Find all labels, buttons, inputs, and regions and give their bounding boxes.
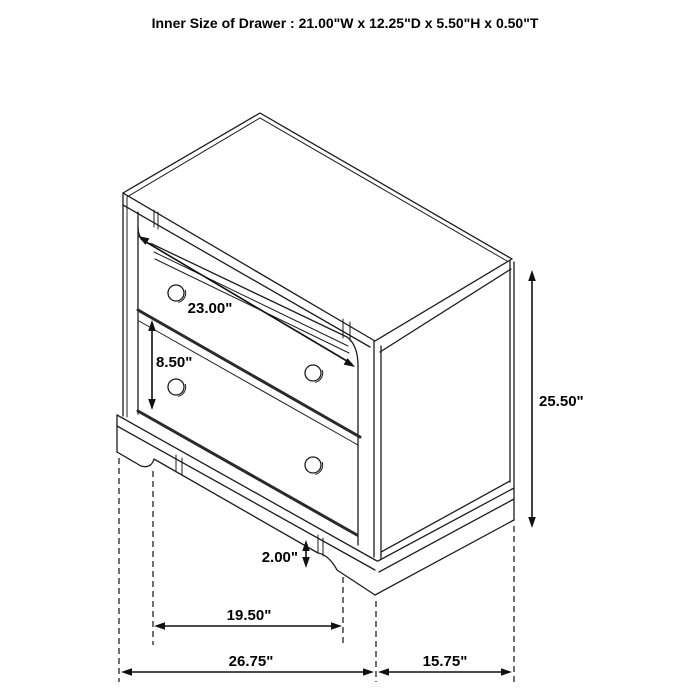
dim-label-overall-depth: 15.75" (422, 653, 468, 670)
knob-top-left (168, 285, 184, 301)
dimension-foot-span (154, 607, 342, 630)
dimension-overall-width (121, 653, 374, 676)
dim-label-overall-height: 25.50" (539, 393, 584, 410)
dimension-overall-depth (378, 653, 512, 676)
dimension-opening-width (136, 233, 357, 371)
knob-bottom-right (305, 457, 321, 473)
dimension-drawer-height (148, 320, 192, 410)
knob-bottom-left (168, 379, 184, 395)
extension-lines (119, 458, 514, 682)
dim-label-foot-height: 2.00" (261, 549, 298, 566)
drawing-title: Inner Size of Drawer : 21.00"W x 12.25"D x 5.50"H x 0.50"T (151, 15, 539, 31)
base-plinth (117, 415, 514, 595)
dim-label-drawer-height: 8.50" (156, 354, 193, 371)
dimension-overall-height (528, 270, 583, 528)
dim-label-opening-width: 23.00" (187, 300, 233, 317)
knob-top-right (305, 365, 321, 381)
dim-label-overall-width: 26.75" (228, 653, 274, 670)
dim-label-foot-span: 19.50" (226, 607, 272, 624)
